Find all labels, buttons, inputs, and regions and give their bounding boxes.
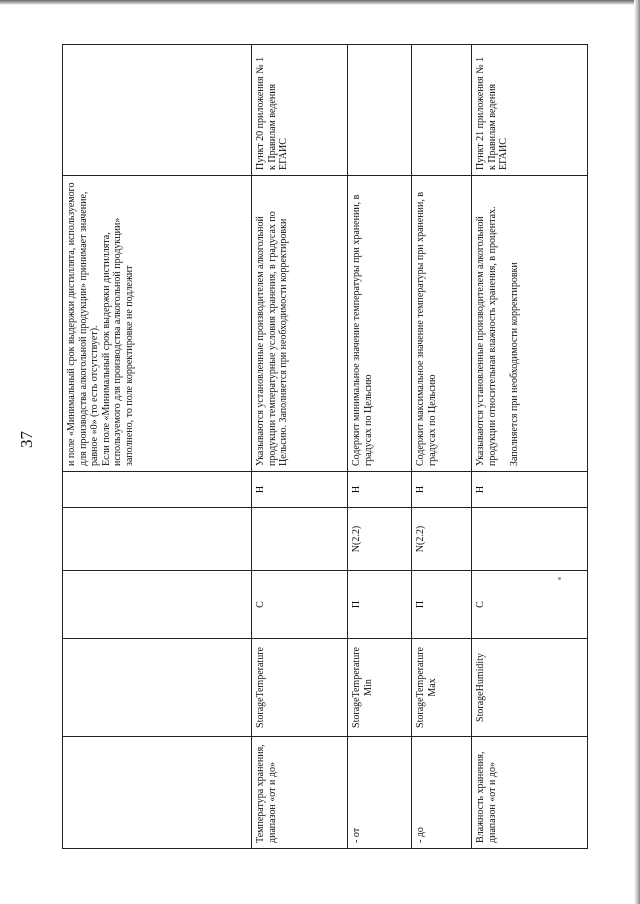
table-row (63, 45, 252, 849)
cell-required: Н (412, 472, 472, 508)
cell-format (472, 508, 588, 571)
cell-format (63, 508, 252, 571)
cell-kind: С (472, 571, 588, 639)
cell-reference: Пункт 21 приложения № 1 к Правилам ведения ЕГАИС (472, 45, 588, 176)
cell-kind: П (412, 571, 472, 639)
page-number: 37 (17, 431, 36, 448)
cell-required (63, 472, 252, 508)
scan-edge-right (634, 0, 640, 904)
cell-reference (348, 45, 412, 176)
cell-name: - от (348, 737, 412, 849)
cell-description: Содержит минимальное значение температуры при хранении, в градусах по Цельсию (348, 176, 412, 472)
cell-reference (63, 45, 252, 176)
table-row (252, 45, 348, 849)
cell-format (252, 508, 348, 571)
cell-format: N(2.2) (348, 508, 412, 571)
description-text: Указываются установленные производителем алкогольной продукции относительная влажность хранения, в процентах. (475, 206, 498, 466)
cell-name (63, 737, 252, 849)
cell-reference (412, 45, 472, 176)
cell-tag: StorageTemperature (252, 639, 348, 737)
specification-table (62, 44, 588, 849)
table-row (412, 45, 472, 849)
scan-speck (558, 577, 561, 580)
cell-tag: StorageTemperature Min (348, 639, 412, 737)
table-row (472, 45, 588, 849)
cell-tag: StorageTemperature Max (412, 639, 472, 737)
cell-name: Температура хранения, диапазон «от и до» (252, 737, 348, 849)
rotated-sheet (62, 45, 587, 849)
cell-description (63, 176, 252, 472)
scan-edge-top (0, 0, 640, 5)
cell-kind: П (348, 571, 412, 639)
cell-reference: Пункт 20 приложения № 1 к Правилам ведения ЕГАИС (252, 45, 348, 176)
cell-kind (63, 571, 252, 639)
description-extra-text: Заполняется при необходимости корректировки (509, 262, 520, 466)
cell-tag: StorageHumidity (472, 639, 588, 737)
cell-required: Н (348, 472, 412, 508)
table-row (348, 45, 412, 849)
cell-required: Н (472, 472, 588, 508)
cell-description: Содержит максимальное значение температуры при хранении, в градусах по Цельсию (412, 176, 472, 472)
cell-kind: С (252, 571, 348, 639)
cell-format: N(2.2) (412, 508, 472, 571)
cell-description (472, 176, 588, 472)
cell-required: Н (252, 472, 348, 508)
description-text: и поле «Минимальный срок выдержки дистиллята, используемого для производства алкогольной продукции» принимает значение, равное «0» (то есть отсутствует). Если поле «Минимальный срок выдержки дистиллята, используемого для производства алкогольной продукции» заполнено, то поле корректировке не подлежит (66, 182, 135, 466)
cell-name: - до (412, 737, 472, 849)
cell-description: Указываются установленные производителем алкогольной продукции температурные условия хранения, в градусах по Цельсию. Заполняется при необходимости корректировки (252, 176, 348, 472)
cell-name: Влажность хранения, диапазон «от и до» (472, 737, 588, 849)
cell-tag (63, 639, 252, 737)
